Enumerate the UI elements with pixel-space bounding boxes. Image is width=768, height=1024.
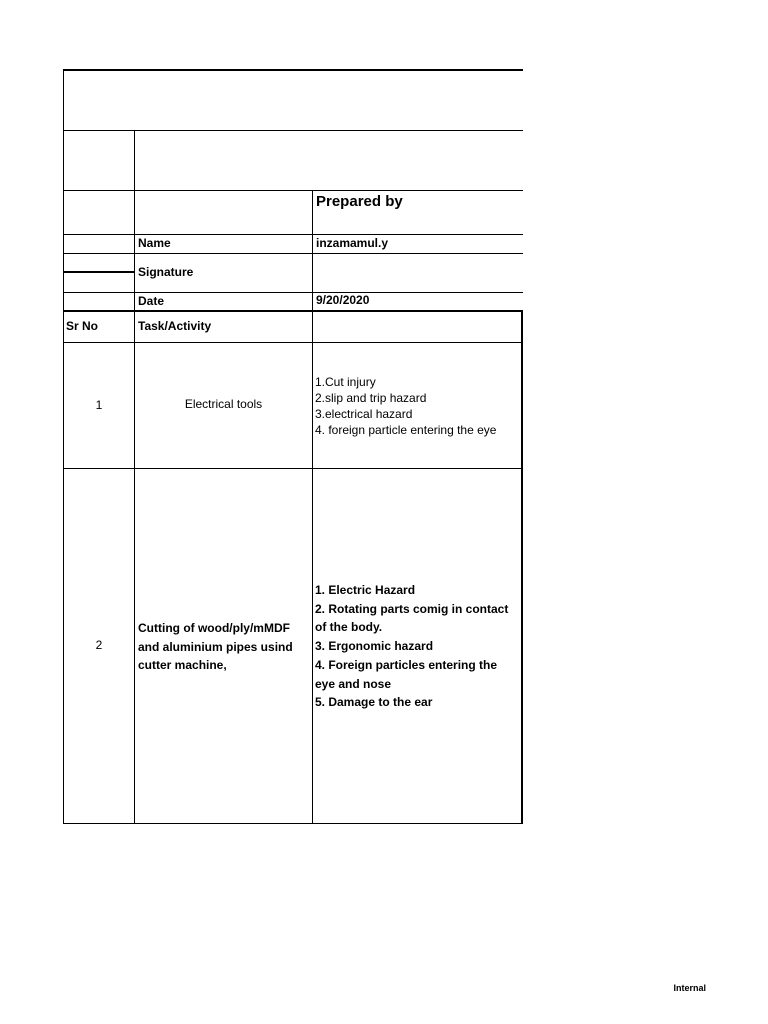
grid-line — [63, 342, 523, 343]
row-1-task: Electrical tools — [184, 397, 263, 411]
hazard-item: 4. Foreign particles entering the — [315, 657, 498, 672]
grid-line-thick — [63, 310, 523, 312]
classification-label: Internal — [673, 983, 706, 993]
table-bottom-border — [63, 823, 523, 824]
name-label: Name — [138, 236, 171, 250]
grid-line — [312, 190, 313, 824]
row-1-sr-no: 1 — [95, 398, 103, 412]
grid-line — [63, 292, 523, 293]
table-top-border — [63, 69, 523, 71]
hazard-item: 3.electrical hazard — [315, 407, 413, 421]
table-right-border — [521, 310, 523, 824]
table-left-border — [63, 69, 64, 824]
hazard-item: 3. Ergonomic hazard — [315, 639, 434, 654]
date-label: Date — [138, 294, 165, 308]
hazard-item: of the body. — [315, 620, 383, 635]
hazard-item: 1. Electric Hazard — [315, 583, 416, 597]
hazard-item: 2.slip and trip hazard — [315, 391, 427, 405]
hazard-item: eye and nose — [315, 676, 392, 691]
row-2-hazards — [315, 581, 508, 712]
hazard-item: 4. foreign particle entering the eye — [315, 423, 497, 437]
grid-line-thick — [63, 271, 135, 273]
grid-line — [134, 130, 135, 824]
signature-label: Signature — [138, 265, 194, 279]
hazard-item: 2. Rotating parts comig in contact — [315, 601, 509, 616]
date-value: 9/20/2020 — [316, 293, 370, 307]
grid-line — [63, 234, 523, 235]
prepared-by-label: Prepared by — [316, 193, 403, 210]
row-2-task: Cutting of wood/ply/mMDF and aluminium pipes usind cutter machine, — [138, 621, 293, 673]
grid-line — [63, 253, 523, 254]
grid-line — [63, 190, 523, 191]
name-value: inzamamul.y — [316, 236, 389, 250]
row-2-sr-no: 2 — [95, 638, 103, 652]
row-1-hazards — [315, 374, 496, 438]
hazard-item: 1.Cut injury — [315, 375, 376, 389]
grid-line — [63, 130, 523, 131]
column-header-sr-no: Sr No — [66, 319, 99, 333]
hazard-item: 5. Damage to the ear — [315, 695, 433, 710]
column-header-task-activity: Task/Activity — [138, 319, 212, 333]
grid-line — [63, 468, 523, 469]
